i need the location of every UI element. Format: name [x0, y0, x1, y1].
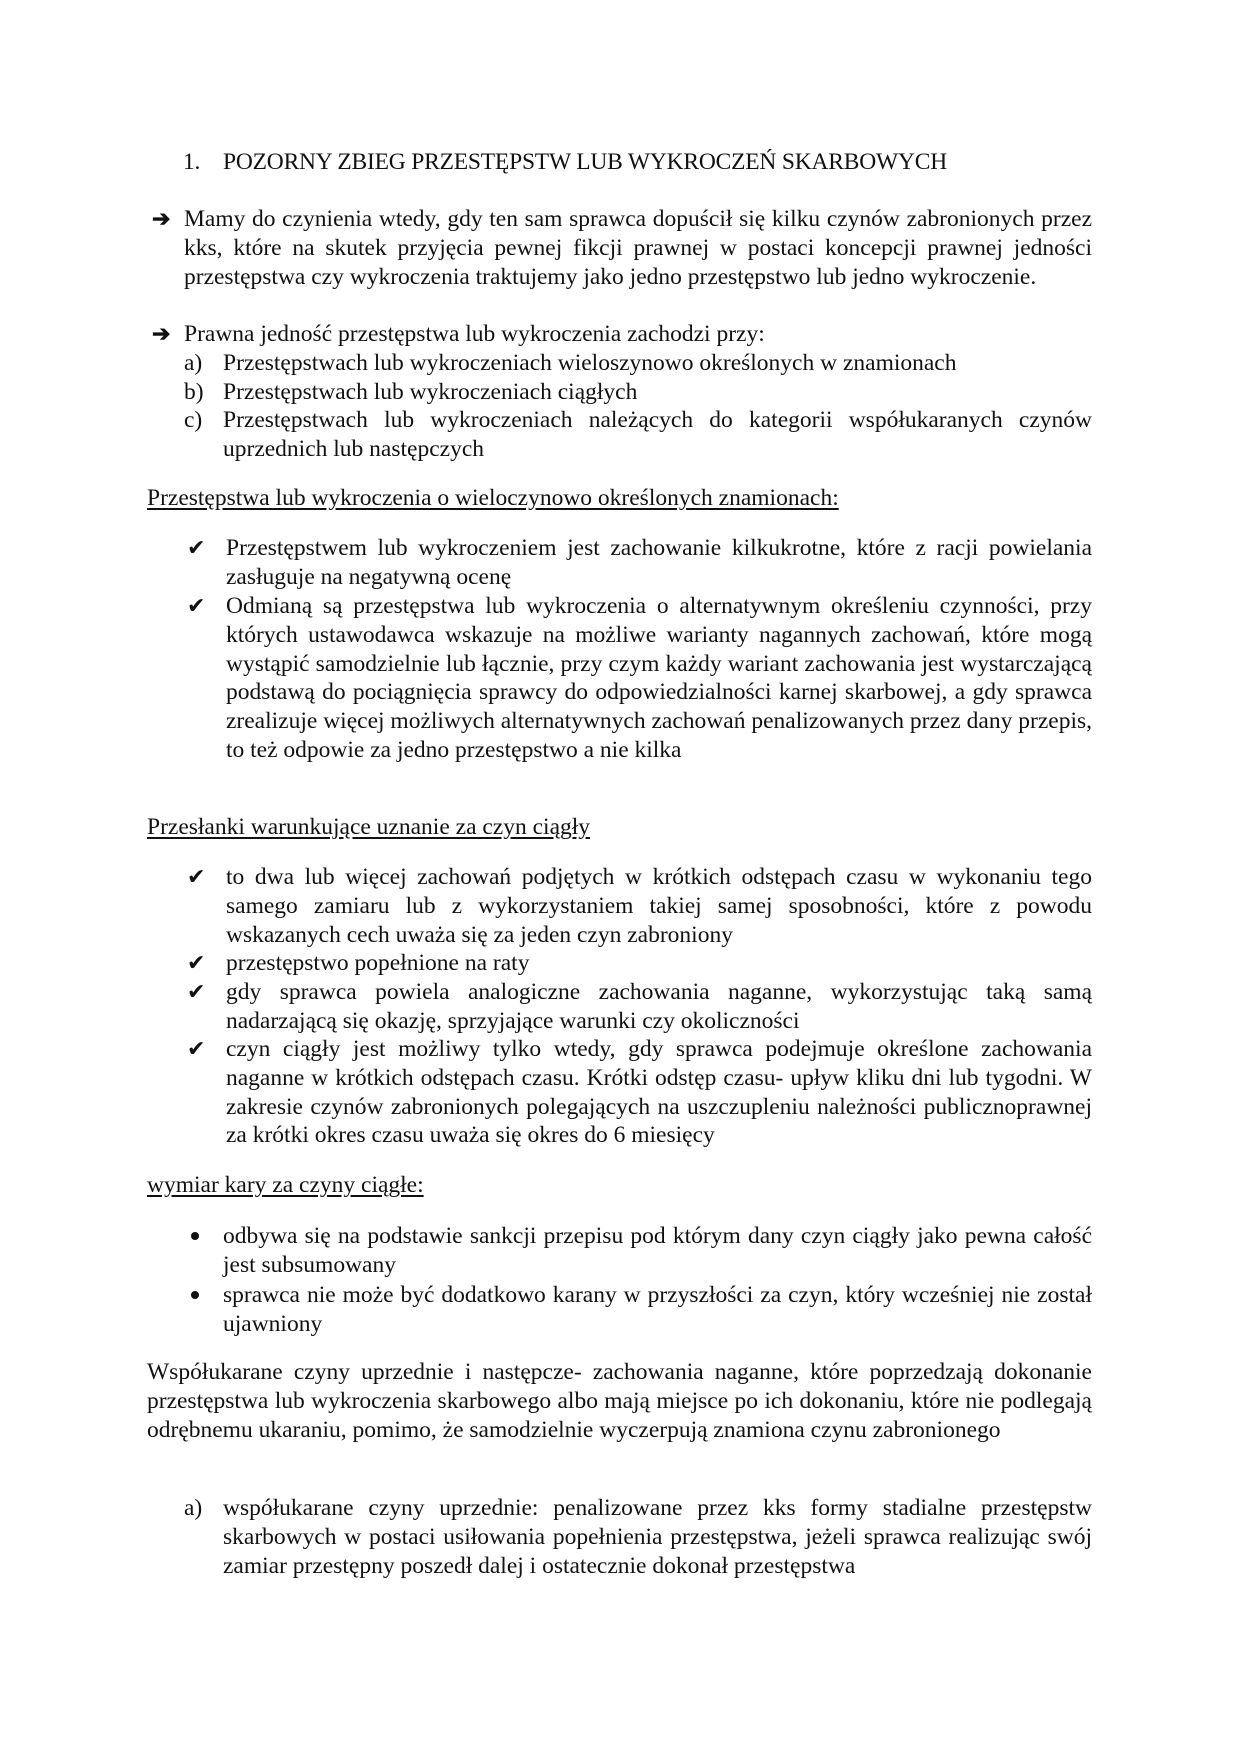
page-title [183, 148, 947, 176]
checkmark-icon: ✔ [187, 535, 206, 560]
check-item [184, 592, 1092, 765]
list-item-text: współukarane czyny uprzednie: penalizowane przez kks formy stadialne przestępstw skarbowych w postaci usiłowania popełnienia przestępstwa, jeżeli sprawca realizując swój zamiar przestępny poszedł dalej i ostatecznie dokonał przestępstwa [223, 1495, 1092, 1579]
check-item-text: Przestępstwem lub wykroczeniem jest zachowanie kilkukrotne, które z racji powielania zasługuje na negatywną ocenę [226, 535, 1092, 590]
check-item [184, 949, 1092, 978]
check-item-text: czyn ciągły jest możliwy tylko wtedy, gdy sprawca podejmuje określone zachowania naganne w krótkich odstępach czasu. Krótki odstęp czasu- upływ kliku dni lub tygodni. W zakresie czynów zabronionych polegających na uszczupleniu należności publicznoprawnej za krótki okres czasu uważa się okres do 6 miesięcy [226, 1036, 1092, 1149]
section-title: Przestępstwa lub wykroczenia o wieloczynowo określonych znamionach: [147, 485, 839, 511]
bullet-dot-icon [184, 1222, 223, 1280]
list-marker: a) [184, 350, 203, 376]
list-item [184, 406, 1092, 464]
checkmark-icon: ✔ [187, 950, 206, 975]
list-item-text: Przestępstwach lub wykroczeniach wieloszynowo określonych w znamionach [223, 350, 957, 376]
checkmark-icon: ✔ [187, 1036, 206, 1061]
list-item-text: Przestępstwach lub wykroczeniach należących do kategorii współukaranych czynów uprzednich lub następczych [223, 407, 1092, 462]
arrow-right-icon: ➔ [152, 206, 171, 231]
check-item-text: przestępstwo popełnione na raty [226, 950, 530, 976]
list-item-text: Przestępstwach lub wykroczeniach ciągłych [223, 379, 638, 405]
list-item [184, 378, 1092, 407]
check-item-text: gdy sprawca powiela analogiczne zachowania naganne, wykorzystując taką samą nadarzającą się okazję, sprzyjające warunki czy okoliczności [226, 979, 1092, 1034]
check-item [184, 863, 1092, 949]
list-item [184, 1494, 1092, 1580]
checkmark-icon: ✔ [187, 864, 206, 889]
arrow-item-text: Prawna jedność przestępstwa lub wykroczenia zachodzi przy: [184, 321, 765, 347]
checkmark-icon: ✔ [187, 593, 206, 618]
arrow-right-icon: ➔ [152, 321, 171, 346]
section-title: wymiar kary za czyny ciągłe: [147, 1172, 424, 1198]
paragraph: Współukarane czyny uprzednie i następcze- zachowania naganne, które poprzedzają dokonanie przestępstwa lub wykroczenia skarbowego albo mają miejsce po ich dokonaniu, które nie podlegają odrębnemu ukaraniu, pomimo, że samodzielnie wyczerpują znamiona czynu zabronionego [147, 1359, 1092, 1443]
check-item-text: Odmianą są przestępstwa lub wykroczenia o alternatywnym określeniu czynności, przy których ustawodawca wskazuje na możliwe warianty nagannych zachowań, które mogą wystąpić samodzielnie lub łącznie, przy czym każdy wariant zachowania jest wystarczającą podstawą do pociągnięcia sprawcy do odpowiedzialności karnej skarbowej, a gdy sprawca zrealizuje więcej możliwych alternatywnych zachowań penalizowanych przez dany przepis, to też odpowie za jedno przestępstwo a nie kilka [226, 593, 1092, 763]
list-marker: b) [184, 379, 204, 405]
bullet-item [184, 1222, 1092, 1280]
check-item [184, 1035, 1092, 1150]
bullet-item-text: odbywa się na podstawie sankcji przepisu pod którym dany czyn ciągły jako pewna całość jest subsumowany [223, 1223, 1092, 1278]
check-item [184, 978, 1092, 1036]
bullet-item [184, 1281, 1092, 1339]
list-marker: c) [184, 407, 203, 433]
check-item [184, 534, 1092, 592]
arrow-item [148, 205, 1092, 291]
arrow-item-text: Mamy do czynienia wtedy, gdy ten sam sprawca dopuścił się kilku czynów zabronionych przez kks, które na skutek przyjęcia pewnej fikcji prawnej w postaci koncepcji prawnej jedności przestępstwa czy wykroczenia traktujemy jako jedno przestępstwo lub jedno wykroczenie. [184, 206, 1092, 290]
section-title: Przesłanki warunkujące uznanie za czyn ciągły [147, 814, 591, 840]
bullet-item-text: sprawca nie może być dodatkowo karany w przyszłości za czyn, który wcześniej nie został ujawniony [223, 1282, 1092, 1337]
check-item-text: to dwa lub więcej zachowań podjętych w krótkich odstępach czasu w wykonaniu tego samego zamiaru lub z wykorzystaniem takiej samej sposobności, które z powodu wskazanych cech uważa się za jeden czyn zabroniony [226, 864, 1092, 948]
list-marker: a) [184, 1495, 203, 1521]
heading-text: POZORNY ZBIEG PRZESTĘPSTW LUB WYKROCZEŃ SKARBOWYCH [223, 149, 947, 175]
list-item [184, 349, 1092, 378]
heading-number: 1. [183, 149, 201, 175]
bullet-dot-icon [184, 1281, 223, 1339]
arrow-item [148, 320, 1092, 349]
checkmark-icon: ✔ [187, 979, 206, 1004]
